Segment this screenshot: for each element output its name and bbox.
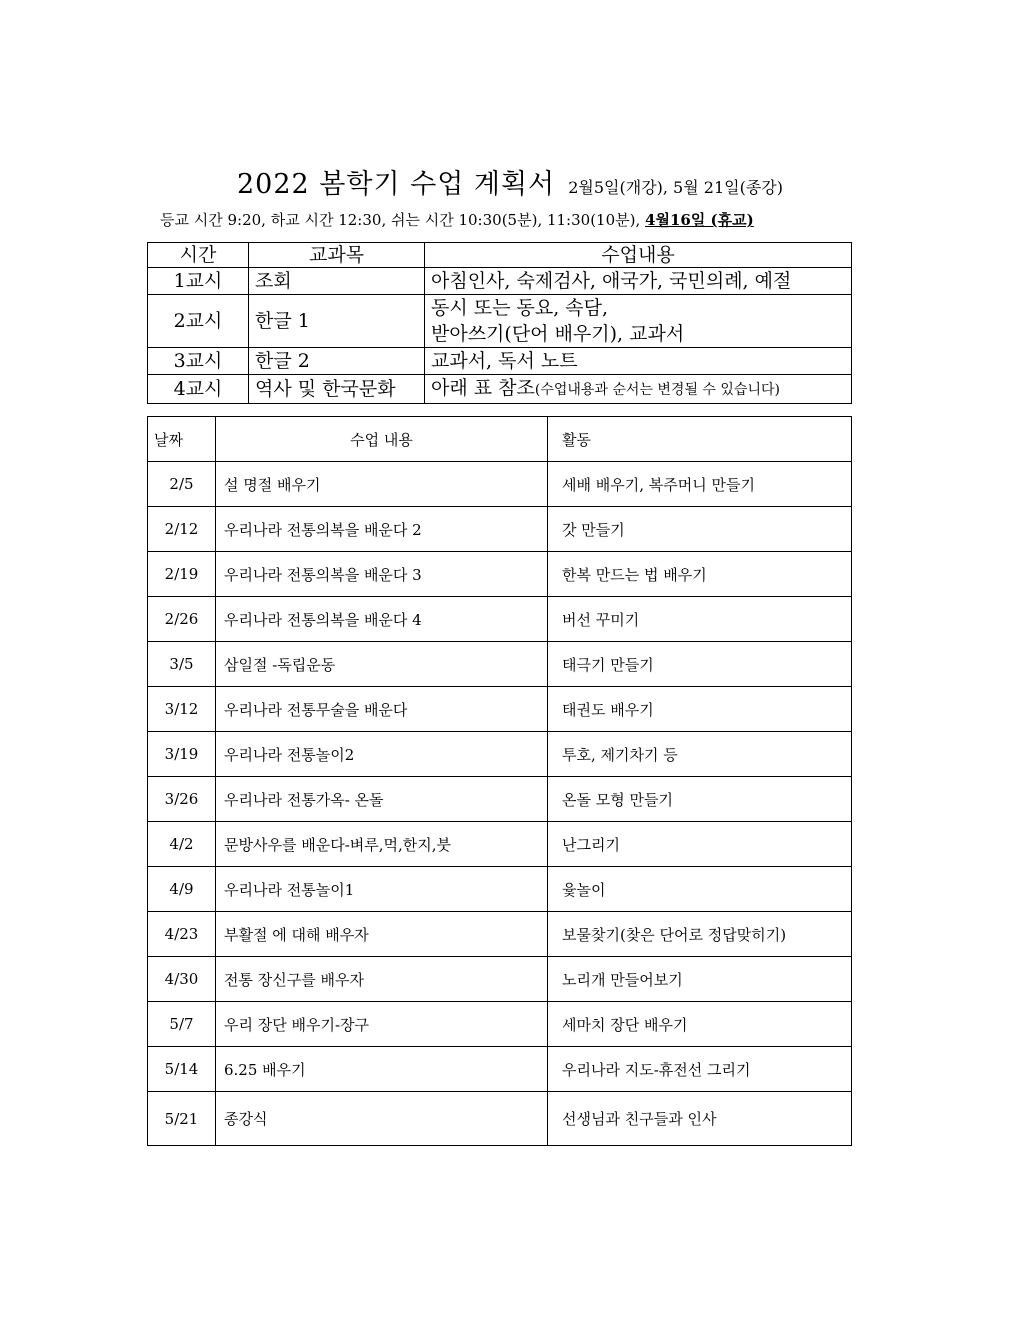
table-row <box>148 687 852 732</box>
date-cell: 3/5 <box>148 642 216 687</box>
activity-cell: 선생님과 친구들과 인사 <box>548 1092 852 1146</box>
topic-cell: 문방사우를 배운다-벼루,먹,한지,붓 <box>216 822 548 867</box>
date-cell: 2/19 <box>148 552 216 597</box>
activity-cell: 세배 배우기, 복주머니 만들기 <box>548 462 852 507</box>
column-header-activity: 활동 <box>548 417 852 462</box>
table-header-row <box>148 417 852 462</box>
topic-cell: 6.25 배우기 <box>216 1047 548 1092</box>
activity-cell: 태권도 배우기 <box>548 687 852 732</box>
activity-cell: 우리나라 지도-휴전선 그리기 <box>548 1047 852 1092</box>
subject-cell: 한글 1 <box>249 295 425 348</box>
activity-cell: 노리개 만들어보기 <box>548 957 852 1002</box>
topic-cell: 우리나라 전통의복을 배운다 2 <box>216 507 548 552</box>
topic-cell: 설 명절 배우기 <box>216 462 548 507</box>
title-main: 2022 봄학기 수업 계획서 <box>237 169 556 200</box>
content-cell: 교과서, 독서 노트 <box>425 348 852 375</box>
topic-cell: 우리나라 전통무술을 배운다 <box>216 687 548 732</box>
table-row <box>148 597 852 642</box>
subject-cell: 한글 2 <box>249 348 425 375</box>
topic-cell: 우리나라 전통의복을 배운다 4 <box>216 597 548 642</box>
table-row <box>148 777 852 822</box>
times-text: 등교 시간 9:20, 하교 시간 12:30, 쉬는 시간 10:30(5분), 11:30(10분), <box>160 211 641 229</box>
date-cell: 3/26 <box>148 777 216 822</box>
activity-cell: 윷놀이 <box>548 867 852 912</box>
topic-cell: 우리나라 전통놀이1 <box>216 867 548 912</box>
column-header-date: 날짜 <box>148 417 216 462</box>
column-header-topic: 수업 내용 <box>216 417 548 462</box>
date-cell: 5/7 <box>148 1002 216 1047</box>
date-cell: 4/30 <box>148 957 216 1002</box>
topic-cell: 종강식 <box>216 1092 548 1146</box>
period-schedule-table <box>147 242 852 404</box>
table-row <box>148 348 852 375</box>
activity-cell: 태극기 만들기 <box>548 642 852 687</box>
column-header-subject: 교과목 <box>249 243 425 268</box>
activity-cell: 버선 꾸미기 <box>548 597 852 642</box>
column-header-period: 시간 <box>148 243 249 268</box>
table-row <box>148 912 852 957</box>
page-title <box>0 162 1020 201</box>
table-row <box>148 295 852 348</box>
table-row <box>148 507 852 552</box>
date-cell: 3/19 <box>148 732 216 777</box>
table-row <box>148 957 852 1002</box>
date-cell: 2/12 <box>148 507 216 552</box>
title-dates: 2월5일(개강), 5월 21일(종강) <box>568 178 783 197</box>
table-row <box>148 268 852 295</box>
column-header-content: 수업내용 <box>425 243 852 268</box>
date-cell: 2/5 <box>148 462 216 507</box>
table-row <box>148 552 852 597</box>
content-cell <box>425 375 852 404</box>
content-cell <box>425 295 852 348</box>
table-row <box>148 375 852 404</box>
activity-cell: 난그리기 <box>548 822 852 867</box>
date-cell: 5/21 <box>148 1092 216 1146</box>
activity-cell: 갓 만들기 <box>548 507 852 552</box>
holiday-note: 4월16일 (휴교) <box>645 211 754 229</box>
subject-cell: 조회 <box>249 268 425 295</box>
period-cell: 4교시 <box>148 375 249 404</box>
date-cell: 4/9 <box>148 867 216 912</box>
date-cell: 2/26 <box>148 597 216 642</box>
table-row <box>148 1047 852 1092</box>
table-row <box>148 1002 852 1047</box>
topic-cell: 우리나라 전통놀이2 <box>216 732 548 777</box>
activity-cell: 온돌 모형 만들기 <box>548 777 852 822</box>
lesson-plan-table <box>147 416 852 1146</box>
content-cell: 아침인사, 숙제검사, 애국가, 국민의례, 예절 <box>425 268 852 295</box>
table-row <box>148 822 852 867</box>
period-cell: 2교시 <box>148 295 249 348</box>
date-cell: 4/2 <box>148 822 216 867</box>
date-cell: 4/23 <box>148 912 216 957</box>
table-row <box>148 867 852 912</box>
topic-cell: 우리나라 전통가옥- 온돌 <box>216 777 548 822</box>
table-row <box>148 1092 852 1146</box>
times-info <box>160 209 754 230</box>
date-cell: 3/12 <box>148 687 216 732</box>
topic-cell: 삼일절 -독립운동 <box>216 642 548 687</box>
table-row <box>148 462 852 507</box>
subject-cell: 역사 및 한국문화 <box>249 375 425 404</box>
period-cell: 3교시 <box>148 348 249 375</box>
topic-cell: 우리나라 전통의복을 배운다 3 <box>216 552 548 597</box>
content-line: 동시 또는 동요, 속담, <box>431 297 609 319</box>
period-cell: 1교시 <box>148 268 249 295</box>
content-text: 아래 표 참조 <box>431 377 535 399</box>
topic-cell: 부활절 에 대해 배우자 <box>216 912 548 957</box>
topic-cell: 우리 장단 배우기-장구 <box>216 1002 548 1047</box>
content-line: 받아쓰기(단어 배우기), 교과서 <box>431 323 685 345</box>
activity-cell: 세마치 장단 배우기 <box>548 1002 852 1047</box>
activity-cell: 한복 만드는 법 배우기 <box>548 552 852 597</box>
change-note: (수업내용과 순서는 변경될 수 있습니다) <box>534 382 780 398</box>
table-header-row <box>148 243 852 268</box>
topic-cell: 전통 장신구를 배우자 <box>216 957 548 1002</box>
table-row <box>148 732 852 777</box>
activity-cell: 보물찾기(찾은 단어로 정답맞히기) <box>548 912 852 957</box>
date-cell: 5/14 <box>148 1047 216 1092</box>
activity-cell: 투호, 제기차기 등 <box>548 732 852 777</box>
table-row <box>148 642 852 687</box>
